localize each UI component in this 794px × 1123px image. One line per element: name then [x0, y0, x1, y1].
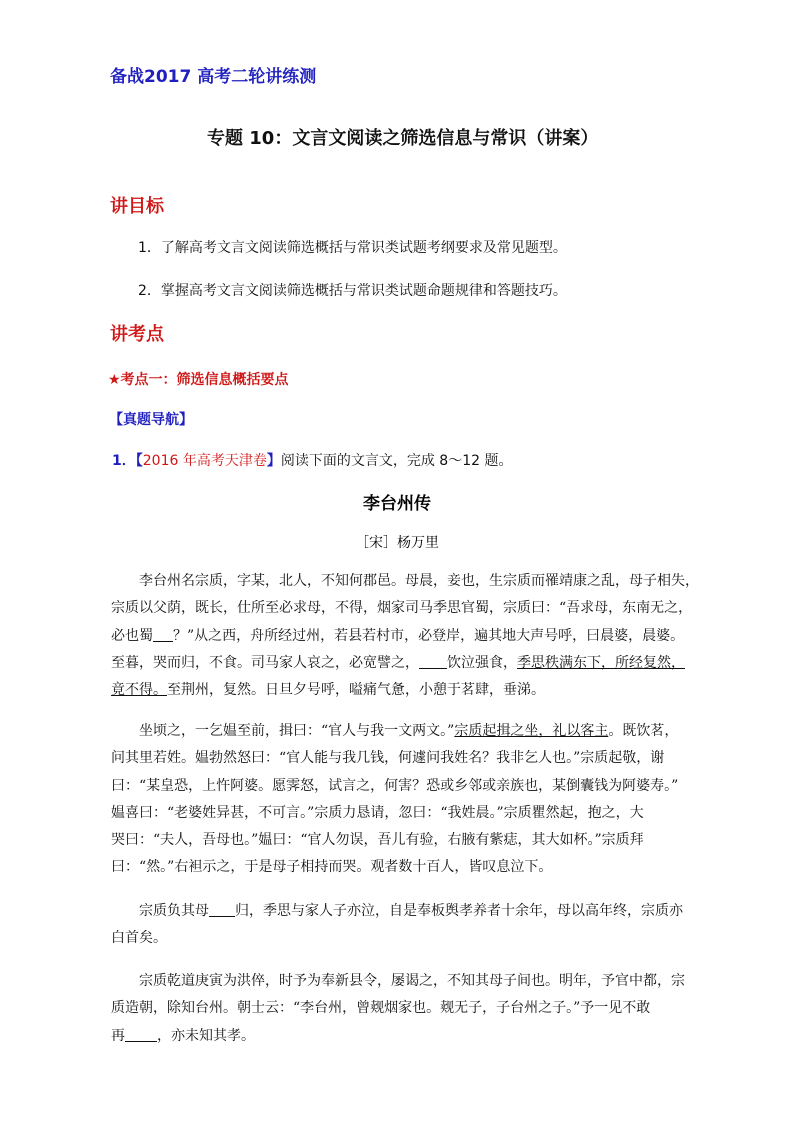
underlined-sentence: 季思秩满东下，所经复然，	[517, 654, 685, 671]
passage-line: 李台州名宗质，字某，北人，不知何郡邑。母晨，妾也，生宗质而罹靖康之乱，母子相失，	[139, 573, 699, 589]
bracket-open: 【	[135, 453, 143, 469]
passage-paragraph-4	[111, 968, 689, 1050]
fill-blank	[209, 902, 235, 917]
zhenti-heading: 【真题导航】	[109, 412, 193, 428]
passage-line: 曰：“然。”右袒示之，于是母子相持而哭。观者数十百人，皆叹息泣下。	[111, 859, 553, 876]
passage-paragraph-1	[111, 568, 699, 704]
passage-line: 宗质以父荫，既长，仕所至必求母，不得，烟家司马季思官蜀，宗质曰：“吾求母，东南无之，	[111, 600, 693, 617]
objectives-heading: 讲目标	[110, 196, 164, 217]
question-text: 阅读下面的文言文，完成 8～12 题。	[280, 453, 513, 469]
passage-line: 竟不得。至荆州，复然。日旦夕号呼，嗌痛气惫，小憩于茗肆，垂涕。	[111, 682, 545, 699]
fill-blank	[125, 1027, 157, 1042]
passage-line: 坐顷之，一乞媪至前，揖曰：“官人与我一文两文。”宗质起揖之坐，礼以客主。既饮茗，	[139, 723, 679, 739]
document-title: 专题 10：文言文阅读之筛选信息与常识（讲案）	[207, 128, 599, 149]
kaodian-heading: ★考点一：筛选信息概括要点	[108, 372, 289, 388]
fill-blank	[153, 627, 173, 642]
underlined-sentence: 宗质起揖之坐，礼以客主	[454, 723, 609, 739]
passage-line: 宗质乾道庚寅为洪倅，时予为奉新县令，屡谒之，不知其母子间也。明年，予官中都，宗	[139, 973, 685, 989]
passage-paragraph-2	[111, 718, 689, 882]
objective-item: 1．了解高考文言文阅读筛选概括与常识类试题考纲要求及常见题型。	[138, 240, 567, 256]
points-heading: 讲考点	[110, 324, 164, 345]
question-number: 1．	[112, 453, 136, 469]
passage-line: 再 ，亦未知其孝。	[111, 1027, 255, 1044]
passage-title: 李台州传	[363, 494, 431, 514]
passage-line: 宗质负其母 归，季思与家人子亦泣，自是奉板舆孝养者十余年，母以高年终，宗质亦	[139, 903, 683, 919]
passage-line: 质造朝，除知台州。朝士云：“李台州，曾觌烟家也。觌无子，子台州之子。”予一见不敢	[111, 1000, 651, 1017]
underlined-sentence: 竟不得。	[111, 682, 167, 699]
passage-author: ［宋］杨万里	[355, 535, 439, 551]
fill-blank	[419, 654, 447, 669]
question-prompt	[112, 450, 512, 470]
passage-line: 媪喜曰：“老婆姓异甚，不可言。”宗质力恳请，忽曰：“我姓晨。”宗质瞿然起，抱之，大	[111, 804, 644, 821]
passage-line: 问其里若姓。媪勃然怒曰：“官人能与我几钱，何遽问我姓名？我非乞人也。”宗质起敬，谢	[111, 750, 665, 767]
objective-item: 2．掌握高考文言文阅读筛选概括与常识类试题命题规律和答题技巧。	[138, 283, 567, 299]
passage-line: 曰：“某皇恐，上忤阿婆。愿霁怒，试言之，何害？恐或乡邻或亲族也，某倒囊钱为阿婆寿。”	[111, 777, 679, 794]
passage-line: 至暮，哭而归，不食。司马家人哀之，必宽譬之， 饮泣强食，季思秩满东下，所经复然，	[111, 654, 685, 671]
passage-line: 必也蜀 ？”从之西，舟所经过州，若县若村市，必登岸，遍其地大声号呼，曰晨婆，晨婆。	[111, 627, 685, 644]
passage-line: 哭曰：“夫人，吾母也。”媪曰：“官人勿误，吾儿有验，右腋有紫痣，其大如杯。”宗质拜	[111, 832, 644, 849]
question-source: 2016 年高考天津卷	[142, 453, 267, 469]
passage-line: 白首矣。	[111, 930, 167, 947]
passage-paragraph-3	[111, 898, 689, 953]
series-title: 备战2017 高考二轮讲练测	[110, 67, 317, 87]
bracket-close: 】	[266, 453, 281, 469]
